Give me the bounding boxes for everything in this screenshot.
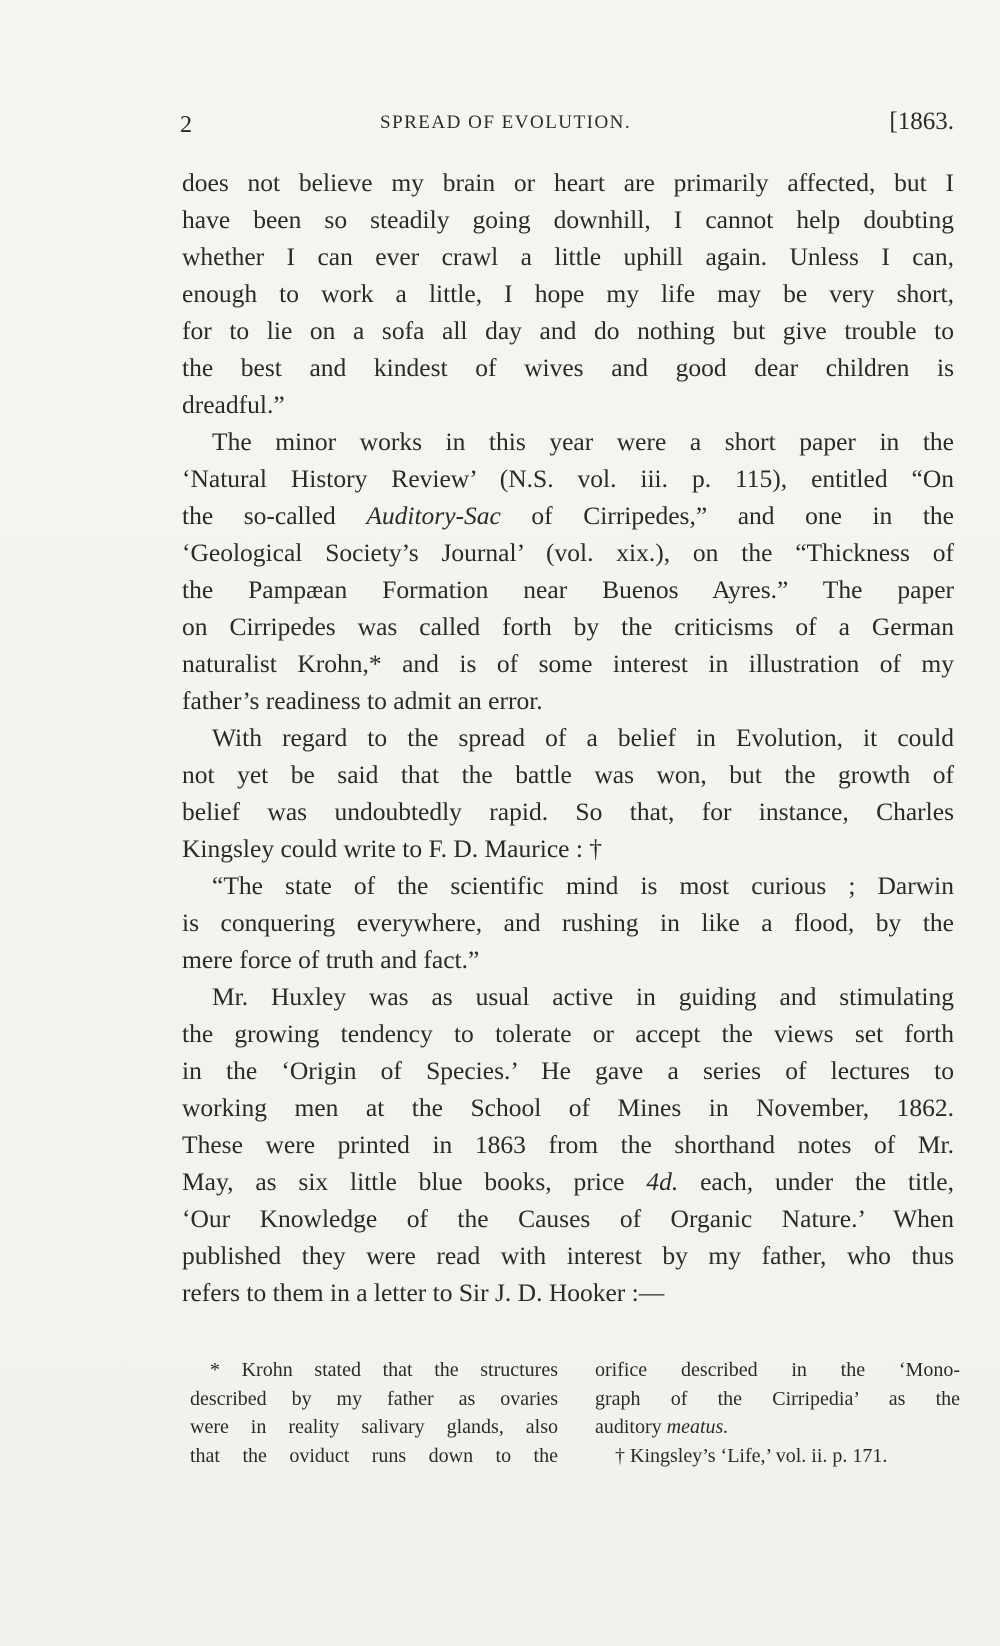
text-line: the Pampæan Formation near Buenos Ayres.” The paper bbox=[182, 575, 954, 604]
text-line: mere force of truth and fact.” bbox=[182, 945, 480, 974]
footnote-line: orifice described in the ‘Mono- bbox=[595, 1359, 960, 1381]
text-line: have been so steadily going downhill, I cannot help doubting bbox=[182, 205, 954, 234]
footnote-column-left bbox=[190, 1356, 558, 1470]
text-line: father’s readiness to admit an error. bbox=[182, 686, 543, 715]
footnote-line: graph of the Cirripedia’ as the bbox=[595, 1387, 960, 1410]
text-line: not yet be said that the battle was won, but the growth of bbox=[182, 760, 954, 789]
text-line: is conquering everywhere, and rushing in like a flood, by the bbox=[182, 908, 954, 937]
page-number: 2 bbox=[180, 112, 192, 138]
text-line: does not believe my brain or heart are primarily affected, but I bbox=[182, 168, 954, 197]
text-line: Mr. Huxley was as usual active in guiding and stimulating bbox=[212, 982, 954, 1011]
italic-phrase: meatus. bbox=[666, 1416, 729, 1438]
text-line: for to lie on a sofa all day and do nothing but give trouble to bbox=[182, 316, 954, 345]
body-text bbox=[182, 164, 954, 1311]
text-line: The minor works in this year were a short paper in the bbox=[212, 427, 954, 456]
footnote-line: * Krohn stated that the structures bbox=[210, 1359, 558, 1381]
text-line: naturalist Krohn,* and is of some interest in illustration of my bbox=[182, 649, 954, 678]
running-year: [1863. bbox=[889, 108, 954, 135]
footnote-line: that the oviduct runs down to the bbox=[190, 1444, 558, 1467]
italic-phrase: 4d. bbox=[646, 1167, 679, 1196]
text-segment: auditory bbox=[595, 1416, 667, 1438]
text-line: ‘Our Knowledge of the Causes of Organic Nature.’ When bbox=[182, 1204, 954, 1233]
text-line: in the ‘Origin of Species.’ He gave a series of lectures to bbox=[182, 1056, 954, 1085]
text-line: dreadful.” bbox=[182, 390, 285, 419]
text-line: “The state of the scientific mind is most curious ; Darwin bbox=[212, 871, 954, 900]
text-segment: each, under the title, bbox=[678, 1167, 955, 1196]
text-line: the growing tendency to tolerate or accept the views set forth bbox=[182, 1019, 954, 1048]
text-line: the best and kindest of wives and good dear children is bbox=[182, 353, 954, 382]
footnote-line: were in reality salivary glands, also bbox=[190, 1416, 558, 1438]
text-line: working men at the School of Mines in November, 1862. bbox=[182, 1093, 954, 1122]
text-line: refers to them in a letter to Sir J. D. Hooker :— bbox=[182, 1278, 665, 1307]
footnote-line: described by my father as ovaries bbox=[190, 1387, 558, 1410]
text-line: These were printed in 1863 from the shorthand notes of Mr. bbox=[182, 1130, 954, 1159]
text-line bbox=[182, 497, 954, 534]
text-line: belief was undoubtedly rapid. So that, for instance, Charles bbox=[182, 797, 954, 826]
running-head bbox=[180, 108, 960, 138]
text-segment: the so-called bbox=[182, 501, 367, 530]
text-line: With regard to the spread of a belief in Evolution, it could bbox=[212, 723, 954, 752]
italic-phrase: Auditory-Sac bbox=[366, 501, 501, 530]
footnote-column-right bbox=[595, 1356, 960, 1470]
text-line: ‘Natural History Review’ (N.S. vol. iii. p. 115), entitled “On bbox=[182, 464, 954, 493]
footnote-line bbox=[595, 1413, 960, 1442]
text-segment: May, as six little blue books, price bbox=[182, 1167, 647, 1196]
text-line: Kingsley could write to F. D. Maurice : † bbox=[182, 834, 603, 863]
text-line: whether I can ever crawl a little uphill again. Unless I can, bbox=[182, 242, 954, 271]
text-line: on Cirripedes was called forth by the criticisms of a German bbox=[182, 612, 954, 641]
footnote-line: † Kingsley’s ‘Life,’ vol. ii. p. 171. bbox=[615, 1444, 888, 1467]
text-line: enough to work a little, I hope my life may be very short, bbox=[182, 279, 954, 308]
running-title: SPREAD OF EVOLUTION. bbox=[380, 112, 632, 133]
text-line: published they were read with interest by my father, who thus bbox=[182, 1241, 954, 1270]
text-line bbox=[182, 1163, 954, 1200]
text-line: ‘Geological Society’s Journal’ (vol. xix.), on the “Thickness of bbox=[182, 538, 954, 567]
text-segment: of Cirripedes,” and one in the bbox=[500, 501, 954, 530]
